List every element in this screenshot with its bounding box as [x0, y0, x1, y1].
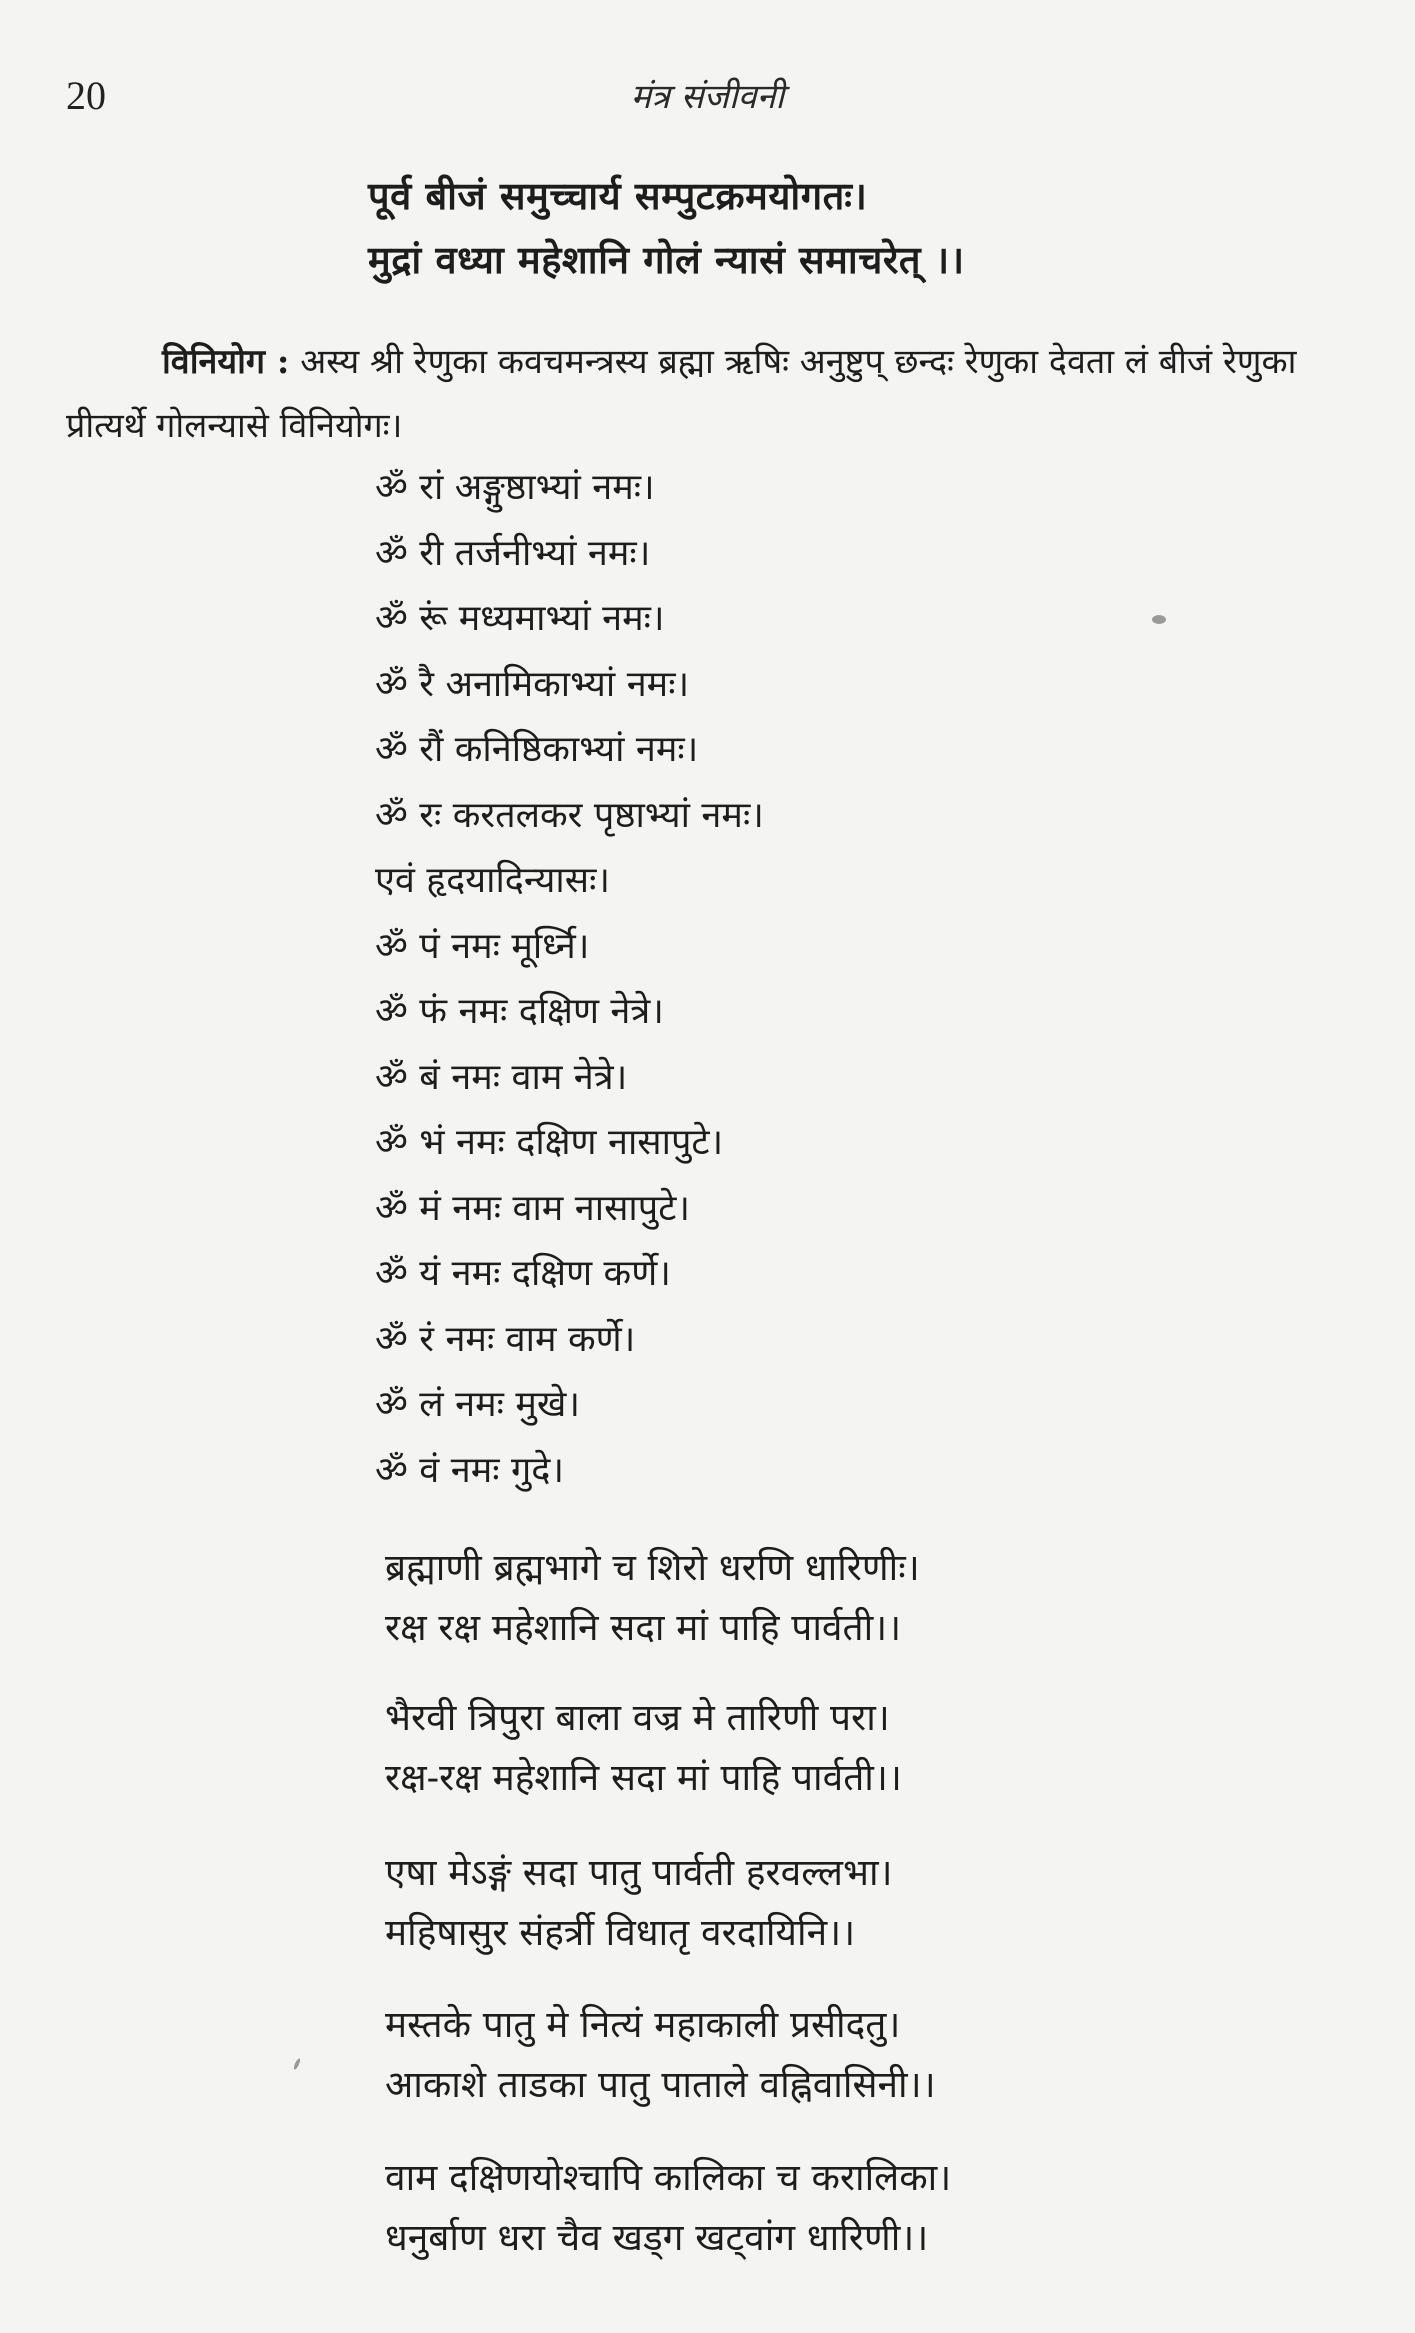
verse-stanza: [385, 1843, 893, 1963]
mantra-line: ॐ रां अङ्गुष्ठाभ्यां नमः।: [375, 467, 655, 508]
opening-verse-line: मुद्रां वध्या महेशानि गोलं न्यासं समाचरेत् ।।: [368, 237, 965, 282]
verse-stanza: [385, 1538, 920, 1658]
viniyoga-text: अस्य श्री रेणुका कवचमन्त्रस्य ब्रह्मा ऋषिः अनुष्टुप् छन्दः रेणुका देवता लं बीजं रेणुका प्रीत्यर्थे गोलन्यासे विनियोगः।: [66, 342, 1297, 446]
verse-line: एषा मेऽङ्गं सदा पातु पार्वती हरवल्लभा।: [385, 1851, 893, 1894]
mantra-line: एवं हृदयादिन्यासः।: [375, 860, 611, 901]
verse-stanza: [385, 2148, 951, 2268]
nyasa-mantra-list: [375, 455, 764, 1503]
verse-line: भैरवी त्रिपुरा बाला वज्र मे तारिणी परा।: [385, 1696, 890, 1739]
mantra-line: ॐ रै अनामिकाभ्यां नमः।: [375, 663, 690, 705]
mantra-line: ॐ पं नमः मूर्ध्नि।: [375, 925, 590, 967]
verse-line: ब्रह्माणी ब्रह्मभागे च शिरो धरणि धारिणीः।: [385, 1546, 920, 1589]
mantra-line: ॐ रं नमः वाम कर्णे।: [375, 1318, 636, 1360]
verse-line: वाम दक्षिणयोश्चापि कालिका च करालिका।: [385, 2156, 952, 2199]
viniyoga-paragraph: [66, 330, 1356, 458]
verse-stanza: [385, 1995, 936, 2115]
paper-speck: [293, 2058, 302, 2071]
mantra-line: ॐ यं नमः दक्षिण कर्णे।: [375, 1253, 671, 1294]
mantra-line: ॐ फं नमः दक्षिण नेत्रे।: [375, 991, 664, 1032]
viniyoga-label: विनियोग :: [162, 342, 290, 382]
verse-line: मस्तके पातु मे नित्यं महाकाली प्रसीदतु।: [385, 2003, 901, 2046]
mantra-line: ॐ रः करतलकर पृष्ठाभ्यां नमः।: [375, 794, 764, 836]
page-number: 20: [66, 73, 106, 118]
running-title: मंत्र संजीवनी: [630, 77, 785, 117]
verse-line: धनुर्बाण धरा चैव खड्ग खट्वांग धारिणी।।: [385, 2216, 929, 2259]
verse-line: रक्ष-रक्ष महेशानि सदा मां पाहि पार्वती।।: [385, 1756, 902, 1799]
mantra-line: ॐ मं नमः वाम नासापुटे।: [375, 1187, 690, 1229]
opening-verse: [368, 164, 965, 292]
mantra-line: ॐ लं नमः मुखे।: [375, 1384, 580, 1425]
verse-line: महिषासुर संहर्त्री विधातृ वरदायिनि।।: [385, 1911, 856, 1954]
opening-verse-line: पूर्व बीजं समुच्चार्य सम्पुटक्रमयोगतः।: [368, 173, 868, 218]
verse-line: रक्ष रक्ष महेशानि सदा मां पाहि पार्वती।।: [385, 1606, 902, 1649]
paper-speck: [1152, 615, 1166, 624]
mantra-line: ॐ भं नमः दक्षिण नासापुटे।: [375, 1122, 724, 1163]
mantra-line: ॐ रूं मध्यमाभ्यां नमः।: [375, 598, 665, 639]
mantra-line: ॐ रौं कनिष्ठिकाभ्यां नमः।: [375, 729, 699, 770]
mantra-line: ॐ री तर्जनीभ्यां नमः।: [375, 532, 651, 574]
verse-stanza: [385, 1688, 902, 1808]
mantra-line: ॐ वं नमः गुदे।: [375, 1449, 564, 1491]
mantra-line: ॐ बं नमः वाम नेत्रे।: [375, 1056, 628, 1098]
verse-line: आकाशे ताडका पातु पाताले वह्निवासिनी।।: [385, 2063, 936, 2106]
